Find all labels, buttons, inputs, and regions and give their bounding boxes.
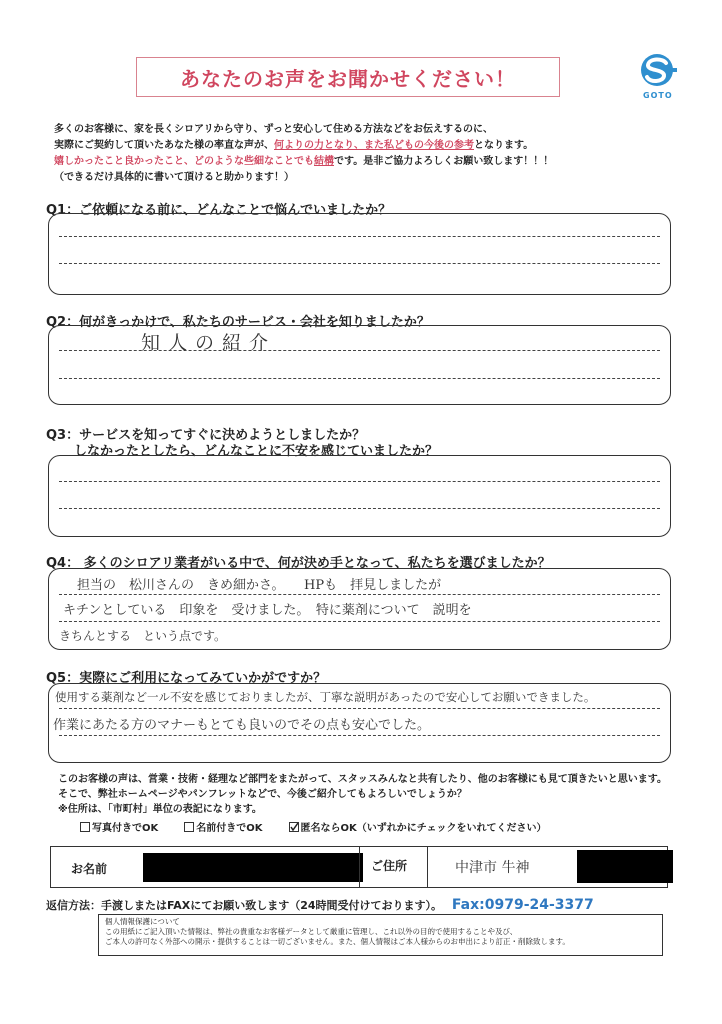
divider <box>427 847 428 887</box>
question-5: Q5：実際にご利用になってみていかがですか？ <box>46 671 327 686</box>
name-redacted <box>143 853 363 882</box>
answer-5-line-2: 作業にあたる方のマナーもとても良いのでその点も安心でした。 <box>53 718 431 733</box>
answer-2-text: 知人の紹介 <box>141 332 277 354</box>
checkbox-icon[interactable] <box>80 822 90 832</box>
checkbox-hint: （いずれかにチェックをいれてください） <box>356 823 547 834</box>
question-3-line-2: しなかったとしたら、どんなことに不安を感じていましたか？ <box>74 444 439 459</box>
checkbox-photo-label: 写真付きでOK <box>92 823 159 834</box>
intro-line-2-a: 実際にご契約して頂いたあなた様の率直な声が、 <box>54 140 274 151</box>
intro-line-3-a: 嬉しかったこと良かったこと、どのような些細なことでも <box>54 156 314 167</box>
answer-box-5[interactable] <box>48 683 671 763</box>
answer-box-2[interactable] <box>48 325 671 405</box>
intro-line-4: （できるだけ具体的に書いて頂けると助かります！） <box>54 172 294 183</box>
divider <box>359 847 360 887</box>
answer-box-1[interactable] <box>48 213 671 295</box>
consent-checkboxes <box>80 819 546 834</box>
intro-highlight: 何よりの力となり、また私どもの今後の参考 <box>274 140 474 151</box>
address-label: ご住所 <box>371 859 408 873</box>
answer-5-line-1: 使用する薬剤など一ル不安を感じておりましたが、丁寧な説明があったので安心してお願いできました。 <box>55 690 596 704</box>
question-4: Q4： 多くのシロアリ業者がいる中で、何が決め手となって、私たちを選びましたか？ <box>46 556 551 571</box>
page-title: あなたのお声をお聞かせください！ <box>180 66 516 91</box>
return-label: 返信方法： <box>46 899 101 912</box>
answer-4-line-2: キチンとしている 印象を 受けました。 特に薬剤について 説明を <box>63 603 472 618</box>
checkbox-anonymous-ok[interactable] <box>289 819 547 834</box>
checkbox-photo-ok[interactable] <box>80 819 158 834</box>
name-address-box <box>50 846 668 888</box>
address-value: 中津市 牛神 <box>455 860 530 876</box>
logo-text: GOTO <box>643 91 673 100</box>
question-1: Q1：ご依頼になる前に、どんなことで悩んでいましたか？ <box>46 203 392 218</box>
intro-line-3-c: です。是非ご協力よろしくお願い致します！！！ <box>334 156 554 167</box>
checkbox-checked-icon[interactable] <box>289 822 299 832</box>
privacy-title: 個人情報保護について <box>105 917 180 926</box>
intro-line-3-b: 結構 <box>314 156 334 167</box>
address-redacted <box>577 850 673 883</box>
checkbox-anonymous-label: 匿名ならOK <box>300 823 357 834</box>
return-method <box>46 897 594 913</box>
privacy-box <box>98 914 663 956</box>
answer-4-line-3: きちんとする という点です。 <box>59 629 227 643</box>
return-text: 手渡しまたはFAXにてお願い致します（24時間受付けております）。 <box>101 899 443 912</box>
intro-line-3 <box>54 152 553 167</box>
answer-4-line-1: 担当の 松川さんの きめ細かさ。 HPも 拝見しましたが <box>77 578 442 593</box>
intro-line-2 <box>54 136 533 151</box>
name-label: お名前 <box>71 862 108 876</box>
question-3-line-1: Q3：サービスを知ってすぐに決めようとしましたか？ <box>46 428 366 443</box>
footer-note-1: このお客様の声は、営業・技術・経理など部門をまたがって、スタッスみんなと共有したり、他のお客様にも見て頂きたいと思います。 <box>58 774 667 785</box>
answer-box-3[interactable] <box>48 455 671 537</box>
page-title-box <box>136 57 560 97</box>
question-2: Q2：何がきっかけで、私たちのサービス・会社を知りましたか？ <box>46 315 430 330</box>
checkbox-icon[interactable] <box>184 822 194 832</box>
checkbox-name-label: 名前付きでOK <box>196 823 263 834</box>
footer-note-3: ※住所は、「市町村」単位の表記になります。 <box>58 804 262 815</box>
intro-line-2-c: となります。 <box>474 140 534 151</box>
intro-line-1: 多くのお客様に、家を長くシロアリから守り、ずっと安心して住める方法などをお伝えするのに、 <box>54 124 493 135</box>
fax-number: Fax:0979-24-3377 <box>451 897 594 913</box>
privacy-line-1: この用紙にご記入頂いた情報は、弊社の貴重なお客様データとして厳重に管理し、これ以外の目的で使用することや及び、 <box>105 927 518 936</box>
answer-box-4[interactable] <box>48 568 671 650</box>
privacy-line-2: ご本人の許可なく外部への開示・提供することは一切ございません。また、個人情報はご本人様からのお申出により訂正・削除致します。 <box>105 937 570 946</box>
checkbox-name-ok[interactable] <box>184 819 262 834</box>
footer-note-2: そこで、弊社ホームページやパンフレットなどで、今後ご紹介してもよろしいでしょうか？ <box>58 789 467 800</box>
